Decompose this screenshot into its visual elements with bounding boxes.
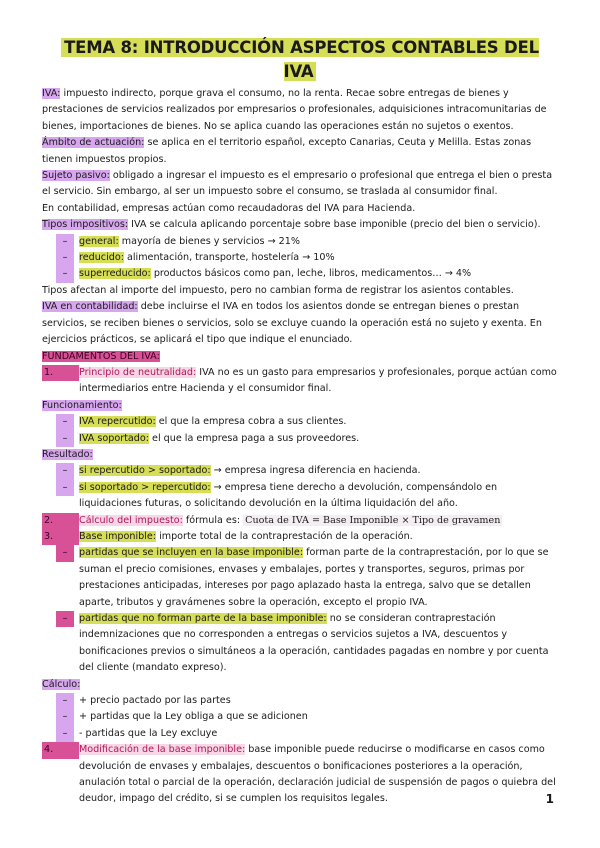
- dash-marker: –: [56, 726, 74, 742]
- list-item: – partidas que no forman parte de la base imponible: no se consideran contraprestación indemnizaciones que no corresponden a entregas o servicios sujetos a IVA, descuentos y bonificaciones previos o simultáneos a la operación, cantidades pagadas en nombre y por cuenta del cliente (mandato expreso).: [42, 611, 558, 677]
- page-number: 1: [545, 792, 554, 806]
- list-item: – general: mayoría de bienes y servicios → 21%: [42, 234, 558, 250]
- list-item: – si repercutido > soportado: → empresa ingresa diferencia en hacienda.: [42, 463, 558, 479]
- dash-marker: –: [56, 709, 74, 725]
- dash-marker: –: [56, 414, 74, 430]
- iva-definition: IVA: impuesto indirecto, porque grava el consumo, no la renta. Recae sobre entregas de bienes y prestaciones de servicios realizados por empresarios o profesionales, adquisiciones intracomunitarias de bienes, importaciones de bienes. No se aplica cuando las operaciones están no sujetos o exentos.: [42, 88, 547, 132]
- sujeto-term: Sujeto pasivo:: [42, 170, 110, 182]
- dash-marker: –: [56, 611, 74, 627]
- list-item: – + partidas que la Ley obliga a que se adicionen: [42, 709, 558, 725]
- iva-term: IVA:: [42, 88, 61, 99]
- contabilidad-line: En contabilidad, empresas actúan como recaudadoras del IVA para Hacienda.: [42, 202, 416, 214]
- dash-marker: –: [56, 463, 74, 479]
- fundamentos-heading: FUNDAMENTOS DEL IVA:: [42, 350, 160, 362]
- sujeto-paragraph: Sujeto pasivo: obligado a ingresar el impuesto es el empresario o profesional que entrega el bien o presta el servicio. Sin embargo, al ser un impuesto sobre el consumo, se traslada al consumidor final.: [42, 170, 553, 198]
- dash-marker: –: [56, 545, 74, 561]
- dash-marker: –: [56, 234, 74, 250]
- list-item: – IVA repercutido: el que la empresa cobra a sus clientes.: [42, 414, 558, 430]
- document-title: TEMA 8: INTRODUCCIÓN ASPECTOS CONTABLES DEL IVA: [42, 36, 558, 84]
- tipos-paragraph: Tipos impositivos: IVA se calcula aplicando porcentaje sobre base imponible (precio del bien o servicio).: [42, 219, 541, 231]
- dash-marker: –: [56, 480, 74, 496]
- fundamento-3: 3. Base imponible: importe total de la contraprestación de la operación.: [42, 529, 558, 545]
- tipos-term: Tipos impositivos:: [42, 219, 129, 231]
- funcionamiento-heading: Funcionamiento:: [42, 399, 122, 411]
- dash-marker: –: [56, 693, 74, 709]
- ambito-term: Ámbito de actuación:: [42, 137, 145, 149]
- calculo-heading: Cálculo:: [42, 678, 81, 690]
- list-item: – - partidas que la Ley excluye: [42, 726, 558, 742]
- list-item: – reducido: alimentación, transporte, hostelería → 10%: [42, 250, 558, 266]
- list-item: – + precio pactado por las partes: [42, 693, 558, 709]
- resultado-heading: Resultado:: [42, 448, 93, 460]
- list-item: – superreducido: productos básicos como pan, leche, libros, medicamentos… → 4%: [42, 266, 558, 282]
- iva-contabilidad-term: IVA en contabilidad:: [42, 301, 138, 313]
- document-page: [42, 36, 558, 808]
- tipos-after: Tipos afectan al importe del impuesto, pero no cambian forma de registrar los asientos contables.: [42, 284, 514, 296]
- list-item: – partidas que se incluyen en la base imponible: forman parte de la contraprestación, por lo que se suman el precio comisiones, envases y embalajes, portes y transportes, seguros, primas por prestaciones anticipadas, intereses por pago aplazado hasta la entrega, salvo que se detallen aparte, tributos y gravámenes sobre la operación, excepto el propio IVA.: [42, 545, 558, 611]
- list-item: – si soportado > repercutido: → empresa tiene derecho a devolución, compensándolo en liquidaciones futuras, o solicitando devolución en la última liquidación del año.: [42, 480, 558, 513]
- dash-marker: –: [56, 266, 74, 282]
- iva-formula: Cuota de IVA = Base Imponible × Tipo de gravamen: [245, 514, 501, 526]
- fundamento-4: 4. Modificación de la base imponible: base imponible puede reducirse o modificarse en casos como devolución de envases y embalajes, descuentos o bonificaciones posteriores a la operación, anulación total o parcial de la operación, declaración judicial de suspensión de pagos o quiebra del deudor, impago del crédito, si se cumplen los requisitos legales.: [44, 744, 556, 805]
- dash-marker: –: [56, 250, 74, 266]
- fundamento-2: 2. Cálculo del impuesto: fórmula es: Cuota de IVA = Base Imponible × Tipo de gravamen: [42, 513, 558, 529]
- fundamento-1: 1. Principio de neutralidad: IVA no es un gasto para empresarios y profesionales, porque actúan como intermediarios entre Hacienda y el consumidor final.: [44, 366, 557, 395]
- dash-marker: –: [56, 431, 74, 447]
- ambito-paragraph: Ámbito de actuación: se aplica en el territorio español, excepto Canarias, Ceuta y Melilla. Estas zonas tienen impuestos propios.: [42, 137, 532, 165]
- iva-contabilidad-paragraph: IVA en contabilidad: debe incluirse el IVA en todos los asientos donde se entregan bienes o prestan servicios, se reciben bienes o servicios, solo se excluye cuando la operación está no sujeto y exenta. En ejercicios prácticos, se aplicará el tipo que indique el enunciado.: [42, 301, 542, 346]
- list-item: – IVA soportado: el que la empresa paga a sus proveedores.: [42, 431, 558, 447]
